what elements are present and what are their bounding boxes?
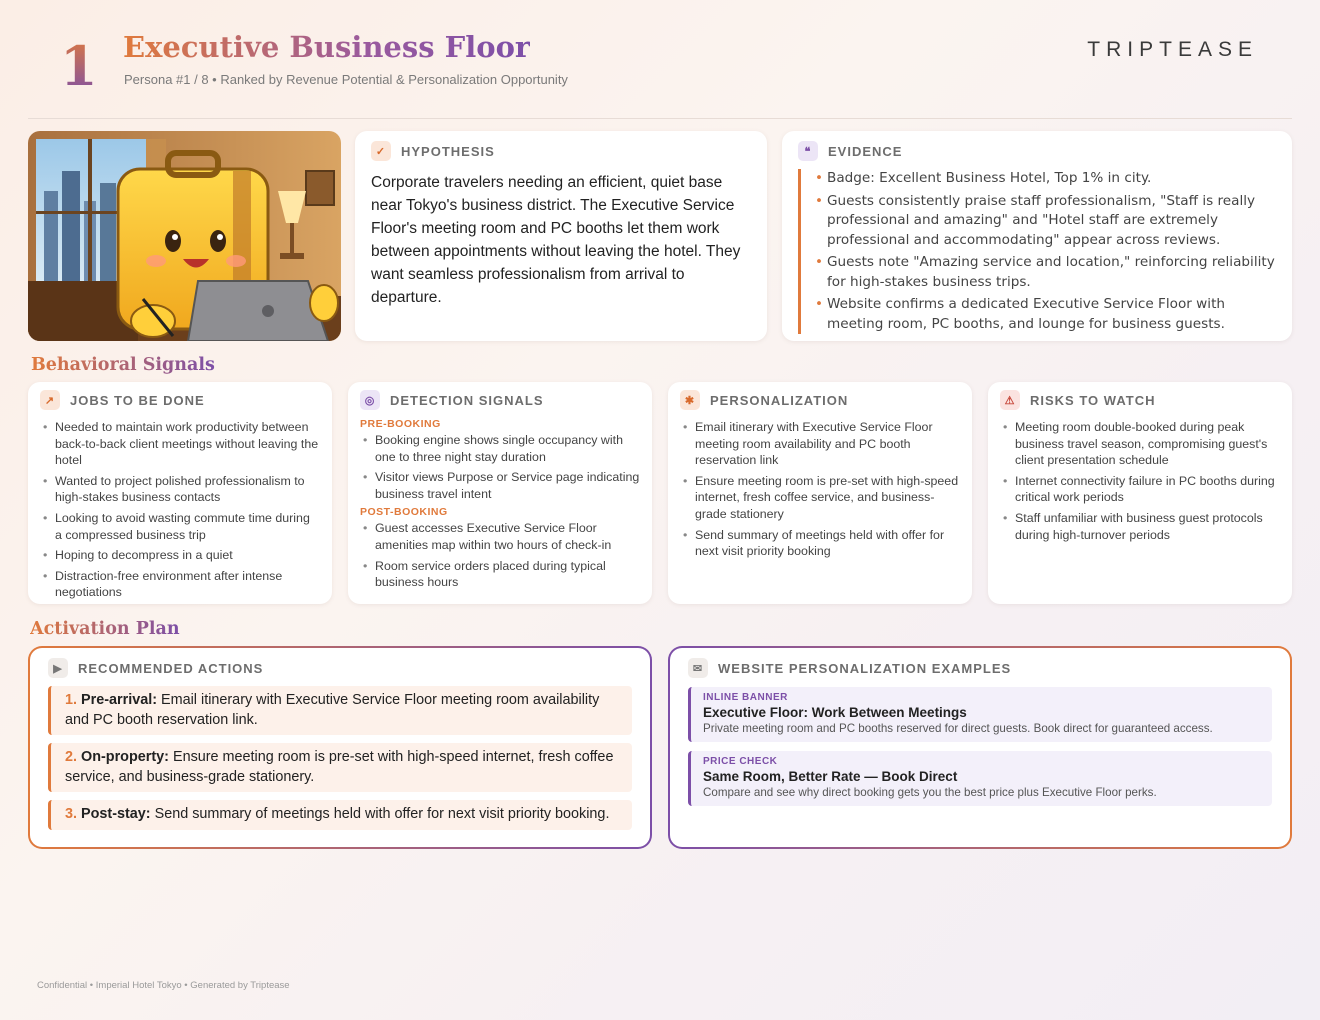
- brand-logo: TRIPTEASE: [1087, 38, 1258, 61]
- jobs-list: [40, 419, 320, 601]
- action-item: 2. On-property: Ensure meeting room is pre-set with high-speed internet, fresh coffee service, and business-grade stationery.: [48, 743, 632, 792]
- personalization-item: • Send summary of meetings held with offer for next visit priority booking: [680, 527, 960, 560]
- website-examples-header: [688, 658, 1272, 678]
- warning-icon: ⚠: [1000, 390, 1020, 410]
- risks-item: • Internet connectivity failure in PC booths during critical work periods: [1000, 473, 1280, 506]
- evidence-card: [782, 131, 1292, 341]
- evidence-header: [798, 141, 1276, 161]
- risks-item: • Meeting room double-booked during peak business travel season, compromising guest's client presentation schedule: [1000, 419, 1280, 469]
- example-tag: INLINE BANNER: [703, 692, 788, 703]
- example-item: [688, 687, 1272, 742]
- hypothesis-header: [371, 141, 751, 161]
- jobs-item: • Distraction-free environment after intense negotiations: [40, 568, 320, 601]
- post-booking-label: POST-BOOKING: [360, 506, 448, 519]
- sparkle-icon: ✱: [680, 390, 700, 410]
- jobs-label: JOBS TO BE DONE: [70, 392, 205, 408]
- behavioral-signals-title: Behavioral Signals: [31, 355, 215, 375]
- example-desc: Compare and see why direct booking gets you the best price plus Executive Floor perks.: [703, 786, 1157, 799]
- recommended-actions-label: RECOMMENDED ACTIONS: [78, 660, 264, 676]
- recommended-actions-header: [48, 658, 632, 678]
- risks-item: • Staff unfamiliar with business guest protocols during high-turnover periods: [1000, 510, 1280, 543]
- jobs-header: [40, 390, 320, 410]
- recommended-actions-card: [28, 646, 652, 849]
- jobs-item: • Hoping to decompress in a quiet: [40, 547, 320, 564]
- evidence-item: • Guests consistently praise staff professionalism, "Staff is really professional and amazing" and "Hotel staff are extremely professional and accommodating" appear across reviews.: [815, 192, 1276, 251]
- play-icon: ▶: [48, 658, 68, 678]
- example-item: [688, 751, 1272, 806]
- detection-item: • Visitor views Purpose or Service page indicating business travel intent: [360, 469, 640, 502]
- arrow-up-right-icon: ↗: [40, 390, 60, 410]
- detection-label: DETECTION SIGNALS: [390, 392, 544, 408]
- evidence-list: [798, 169, 1276, 334]
- page-title: Executive Business Floor: [123, 30, 531, 64]
- check-icon: ✓: [371, 141, 391, 161]
- hypothesis-label: HYPOTHESIS: [401, 143, 495, 159]
- pre-booking-label: PRE-BOOKING: [360, 418, 441, 430]
- detection-item: • Booking engine shows single occupancy with one to three night stay duration: [360, 432, 640, 465]
- hypothesis-card: [355, 131, 767, 341]
- pre-booking-list: [360, 432, 640, 502]
- example-title: Executive Floor: Work Between Meetings: [703, 705, 967, 720]
- persona-number: 1: [60, 34, 98, 98]
- example-desc: Private meeting room and PC booths reserved for direct guests. Book direct for guaranteed access.: [703, 722, 1213, 735]
- personalization-header: [680, 390, 960, 410]
- page-subtitle: Persona #1 / 8 • Ranked by Revenue Potential & Personalization Opportunity: [124, 72, 568, 87]
- risks-label: RISKS TO WATCH: [1030, 392, 1156, 408]
- post-booking-list: [360, 520, 640, 590]
- jobs-item: • Looking to avoid wasting commute time during a compressed business trip: [40, 510, 320, 543]
- action-item: 1. Pre-arrival: Email itinerary with Executive Service Floor meeting room availability and PC booth reservation link.: [48, 686, 632, 735]
- personalization-label: PERSONALIZATION: [710, 392, 849, 408]
- detection-card: [348, 382, 652, 604]
- risks-list: [1000, 419, 1280, 543]
- evidence-item: • Guests note "Amazing service and location," reinforcing reliability for high-stakes business trips.: [815, 253, 1276, 292]
- jobs-item: • Wanted to project polished professionalism to high-stakes business contacts: [40, 473, 320, 506]
- detection-item: • Guest accesses Executive Service Floor amenities map within two hours of check-in: [360, 520, 640, 553]
- activation-plan-title: Activation Plan: [30, 619, 180, 639]
- target-icon: ◎: [360, 390, 380, 410]
- risks-header: [1000, 390, 1280, 410]
- persona-illustration: [28, 131, 341, 341]
- personalization-list: [680, 419, 960, 560]
- evidence-item: • Website confirms a dedicated Executive Service Floor with meeting room, PC booths, and lounge for business guests.: [815, 295, 1276, 334]
- risks-card: [988, 382, 1292, 604]
- jobs-card: [28, 382, 332, 604]
- detection-header: [360, 390, 640, 410]
- page-footer: Confidential • Imperial Hotel Tokyo • Generated by Triptease: [37, 980, 290, 991]
- personalization-card: [668, 382, 972, 604]
- example-title: Same Room, Better Rate — Book Direct: [703, 769, 958, 784]
- personalization-item: • Ensure meeting room is pre-set with high-speed internet, fresh coffee service, and business-grade stationery: [680, 473, 960, 523]
- website-examples-card: [668, 646, 1292, 849]
- example-tag: PRICE CHECK: [703, 756, 778, 767]
- jobs-item: • Needed to maintain work productivity between back-to-back client meetings without leaving the hotel: [40, 419, 320, 469]
- evidence-item: • Badge: Excellent Business Hotel, Top 1% in city.: [815, 169, 1276, 189]
- page-header: [28, 24, 1292, 120]
- website-examples-label: WEBSITE PERSONALIZATION EXAMPLES: [718, 660, 1012, 676]
- personalization-item: • Email itinerary with Executive Service Floor meeting room availability and PC booth reservation link: [680, 419, 960, 469]
- quote-icon: ❝: [798, 141, 818, 161]
- header-divider: [28, 118, 1292, 119]
- action-item: 3. Post-stay: Send summary of meetings held with offer for next visit priority booking.: [48, 800, 632, 830]
- evidence-label: EVIDENCE: [828, 143, 903, 159]
- mail-icon: ✉: [688, 658, 708, 678]
- detection-item: • Room service orders placed during typical business hours: [360, 558, 640, 591]
- hypothesis-text: Corporate travelers needing an efficient, quiet base near Tokyo's business district. The Executive Service Floor's meeting room and PC booths let them work between appointments without leaving the hotel. They want seamless professionalism from arrival to departure.: [371, 174, 741, 306]
